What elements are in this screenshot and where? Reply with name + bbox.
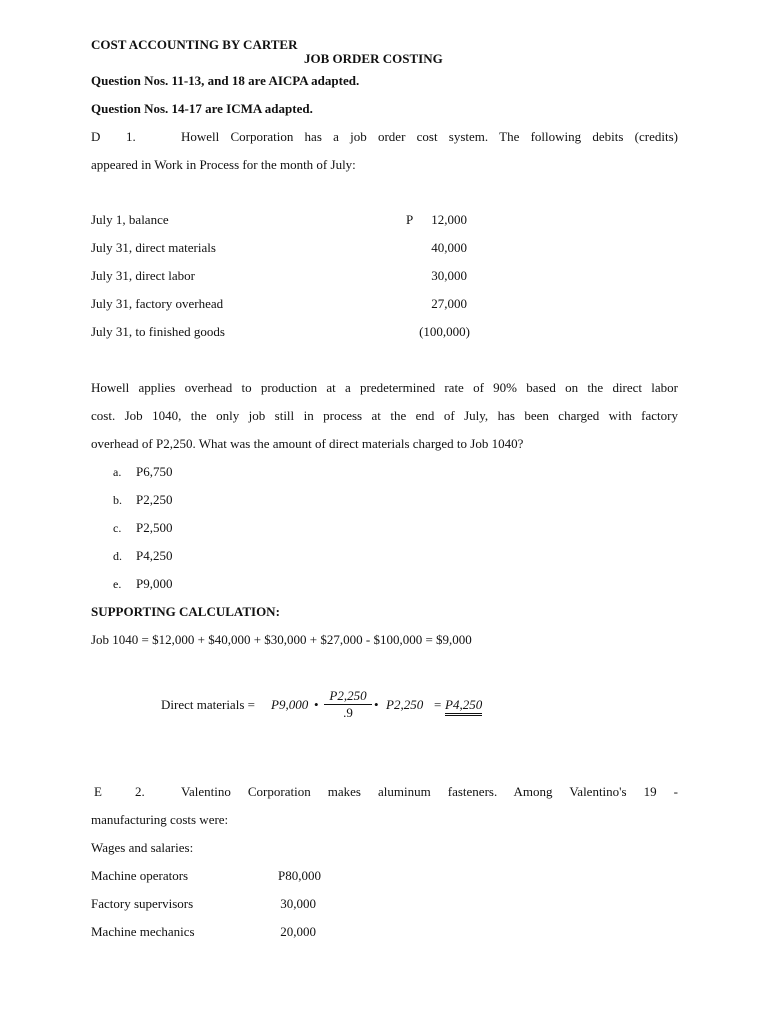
wage-amount: P80,000 (278, 868, 321, 883)
q1-number: 1. (126, 129, 136, 144)
formula-lhs: Direct materials = (161, 697, 255, 712)
choice-text: P2,250 (136, 492, 173, 507)
wage-label: Factory supervisors (91, 896, 194, 911)
formula-equals: = (434, 697, 442, 712)
formula-denominator: .9 (343, 705, 353, 720)
choice-letter: e. (113, 577, 122, 591)
q1-para-line3: overhead of P2,250. What was the amount of direct materials charged to Job 1040? (91, 436, 524, 451)
entry-prefix: P (406, 212, 414, 227)
entry-amount: 40,000 (431, 240, 467, 255)
choice-text: P9,000 (136, 576, 173, 591)
entry-label: July 31, direct materials (91, 240, 216, 255)
q2-number: 2. (135, 784, 145, 799)
wage-amount: 20,000 (280, 924, 316, 939)
bullet-icon: • (314, 697, 319, 712)
choice-letter: b. (113, 493, 122, 507)
q1-text-line1: Howell Corporation has a job order cost system. The following debits (credits) (181, 129, 678, 144)
choice-text: P6,750 (136, 464, 173, 479)
book-title: COST ACCOUNTING BY CARTER (91, 37, 298, 52)
entry-label: July 31, to finished goods (91, 324, 225, 339)
wages-heading: Wages and salaries: (91, 840, 194, 855)
choice-letter: c. (113, 521, 122, 535)
q2-text-line1: Valentino Corporation makes aluminum fasteners. Among Valentino's 19 - (181, 784, 678, 799)
choice-letter: a. (113, 465, 122, 479)
q1-text-line2: appeared in Work in Process for the month of July: (91, 157, 356, 172)
note-icma: Question Nos. 14-17 are ICMA adapted. (91, 101, 313, 116)
entry-amount: 12,000 (431, 212, 467, 227)
q1-answer: D (91, 129, 101, 144)
q1-para-line2: cost. Job 1040, the only job still in process at the end of July, has been charged with factory (91, 408, 678, 423)
entry-amount: 27,000 (431, 296, 467, 311)
entry-amount: (100,000) (419, 324, 470, 339)
entry-label: July 31, factory overhead (91, 296, 224, 311)
formula-p2: P2,250 (386, 697, 424, 712)
wage-label: Machine operators (91, 868, 189, 883)
formula-fraction (324, 689, 372, 720)
calc-line: Job 1040 = $12,000 + $40,000 + $30,000 + $27,000 - $100,000 = $9,000 (91, 632, 472, 647)
choice-letter: d. (113, 549, 122, 563)
bullet-icon: • (374, 697, 379, 712)
formula-result: P4,250 (445, 697, 482, 716)
wage-label: Machine mechanics (91, 924, 195, 939)
q2-answer: E (94, 784, 102, 799)
choice-text: P4,250 (136, 548, 173, 563)
entry-label: July 1, balance (91, 212, 169, 227)
entry-amount: 30,000 (431, 268, 467, 283)
chapter-title: JOB ORDER COSTING (304, 51, 443, 66)
q2-text-line2: manufacturing costs were: (91, 812, 229, 827)
wage-amount: 30,000 (280, 896, 316, 911)
formula-numerator: P2,250 (329, 688, 367, 703)
entry-label: July 31, direct labor (91, 268, 195, 283)
choice-text: P2,500 (136, 520, 173, 535)
supporting-heading: SUPPORTING CALCULATION: (91, 604, 280, 619)
q1-para-line1: Howell applies overhead to production at a predetermined rate of 90% based on the direct labor (91, 380, 678, 395)
formula-p1: P9,000 (271, 697, 309, 712)
note-aicpa: Question Nos. 11-13, and 18 are AICPA adapted. (91, 73, 360, 88)
